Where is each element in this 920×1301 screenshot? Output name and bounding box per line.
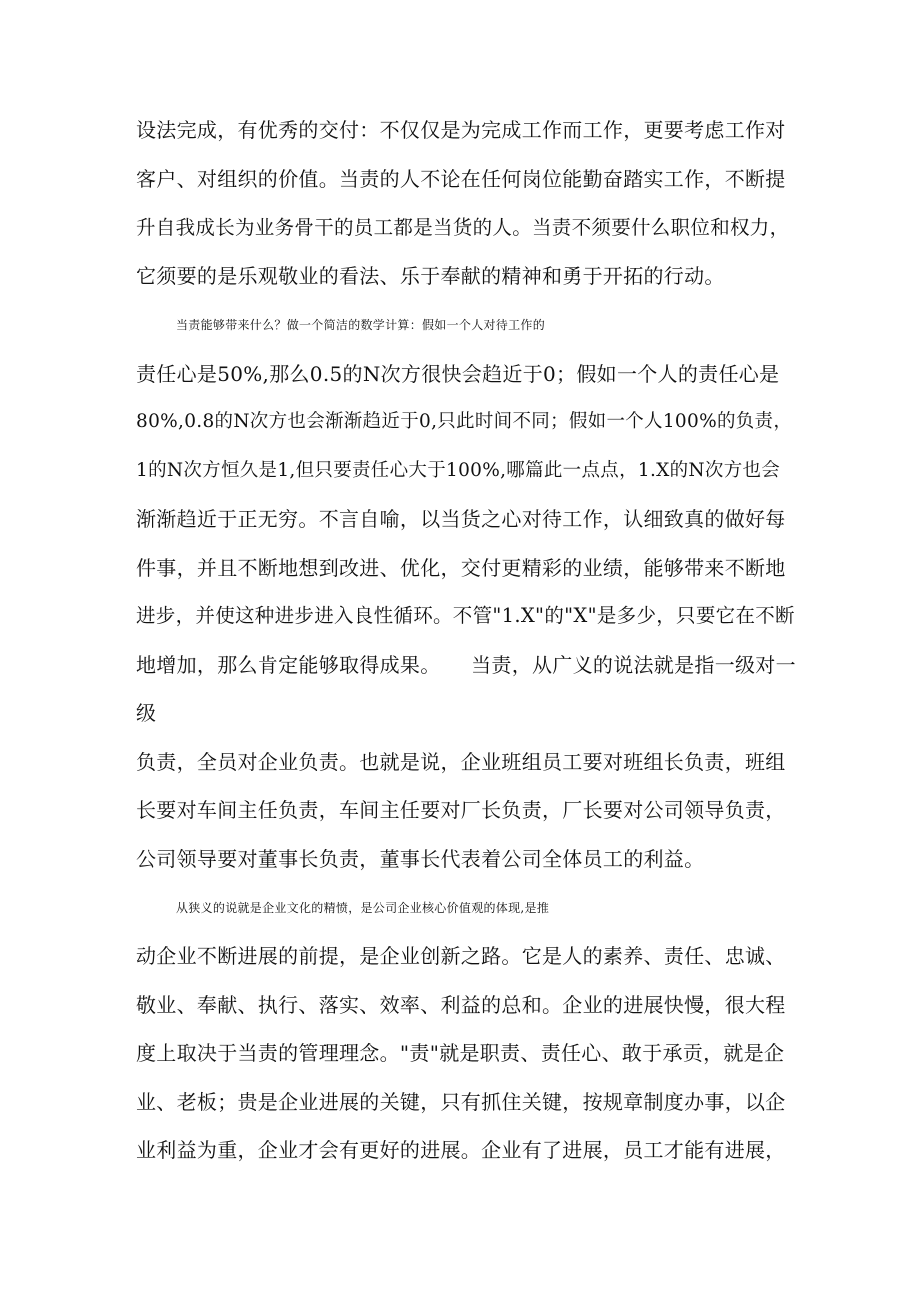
text-line: 它须要的是乐观敬业的看法、乐于奉献的精神和勇于开拓的行动。 <box>136 264 725 288</box>
text-line: 地增加，那么肯定能够取得成果。 当责，从广义的说法就是指一级对一 <box>136 653 796 677</box>
text-line: 件事，并且不断地想到改进、优化，交付更精彩的业绩，能够带来不断地 <box>136 556 786 580</box>
text-line: 度上取决于当责的管理理念。"责"就是职责、责任心、敢于承贡，就是企 <box>136 1041 785 1065</box>
text-line: 渐渐趋近于正无穷。不言自喻，以当货之心对待工作，认细致真的做好每 <box>136 507 786 531</box>
text-line: 公司领导要对董事长负责，董事长代表着公司全体员工的利益。 <box>136 847 705 871</box>
text-line: 业利益为重，企业才会有更好的进展。企业有了进展，员工才能有进展， <box>136 1138 786 1162</box>
paragraph-first-line: 当责能够带来什么？做一个简洁的数学计算：假如一个人对待工作的 <box>176 318 546 332</box>
text-line: 进步，并使这种进步进入良性循环。不管"1.X"的"X"是多少，只要它在不断 <box>136 604 795 627</box>
text-line: 80%,0.8的N次方也会渐渐趋近于0,只此时间不同；假如一个人100%的负责， <box>136 411 793 432</box>
text-line: 级 <box>136 701 157 725</box>
text-line: 责任心是50%,那么0.5的N次方很快会趋近于0；假如一个人的责任心是 <box>136 362 780 386</box>
text-line: 长要对车间主任负责，车间主任要对厂长负责，厂长要对公司领导负责， <box>136 798 786 822</box>
text-line: 业、老板；贵是企业进展的关键，只有抓住关键，按规章制度办事，以企 <box>136 1090 786 1114</box>
text-line: 动企业不断进展的前提，是企业创新之路。它是人的素养、责任、忠诚、 <box>136 944 786 968</box>
text-line: 设法完成，有优秀的交付：不仅仅是为完成工作而工作，更要考虑工作对 <box>136 118 786 142</box>
text-line: 客户、对组织的价值。当责的人不论在任何岗位能勤奋踏实工作，不断提 <box>136 167 786 191</box>
text-line: 1的N次方恒久是1,但只要责任心大于100%,哪篇此一点点，1.X的N次方也会 <box>136 460 781 481</box>
text-line: 升自我成长为业务骨干的员工都是当货的人。当责不须要什么职位和权力， <box>136 216 790 239</box>
text-line: 敬业、奉献、执行、落实、效率、利益的总和。企业的进展快慢，很大程 <box>136 993 786 1017</box>
text-line: 负责，全员对企业负责。也就是说，企业班组员工要对班组长负责，班组 <box>136 750 786 774</box>
paragraph-first-line: 从狭义的说就是企业文化的精愤，是公司企业核心价值观的体现,是推 <box>176 901 550 915</box>
